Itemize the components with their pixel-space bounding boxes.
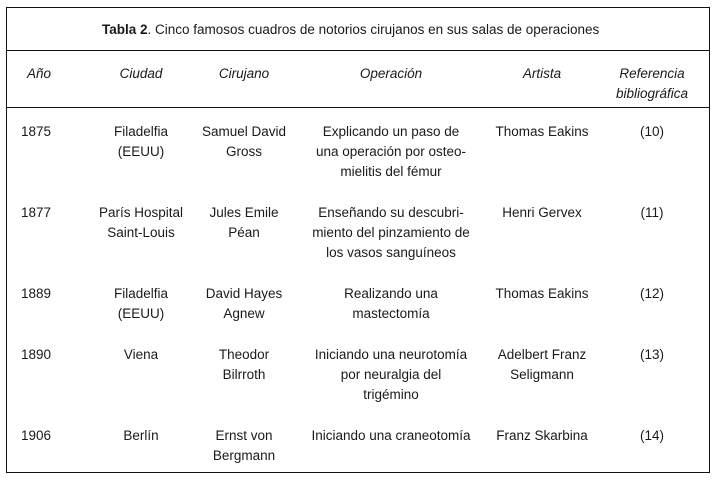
- header-city: Ciudad: [119, 66, 163, 81]
- header-year: Año: [27, 66, 52, 81]
- caption-label: Tabla 2: [102, 22, 148, 37]
- cell-operation: Enseñando su descubri- miento del pinzamiento de los vasos sanguíneos: [312, 205, 470, 260]
- cell-year: 1889: [21, 286, 52, 301]
- cell-surgeon: Ernst von Bergmann: [212, 428, 276, 463]
- table-frame: [6, 7, 710, 473]
- cell-artist: Thomas Eakins: [495, 124, 589, 139]
- cell-operation: Explicando un paso de una operación por osteo- mielitis del fémur: [315, 124, 467, 179]
- cell-reference: (11): [640, 205, 664, 220]
- table-caption: [7, 8, 709, 51]
- cell-city: Berlín: [123, 428, 159, 443]
- cell-year: 1890: [21, 347, 52, 362]
- cell-artist: Adelbert Franz Seligmann: [497, 347, 587, 382]
- cell-artist: Franz Skarbina: [496, 428, 588, 443]
- cell-operation: Iniciando una neurotomía por neuralgia del trigémino: [314, 347, 468, 402]
- cell-reference: (13): [639, 347, 664, 362]
- cell-city: Viena: [123, 347, 159, 362]
- header-surgeon: Cirujano: [218, 66, 270, 81]
- cell-surgeon: Samuel David Gross: [201, 124, 287, 159]
- cell-city: París Hospital Saint-Louis: [98, 205, 184, 240]
- cell-reference: (14): [639, 428, 664, 443]
- cell-city: Filadelfia (EEUU): [113, 124, 169, 159]
- cell-operation: Iniciando una craneotomía: [311, 428, 471, 443]
- cell-artist: Thomas Eakins: [495, 286, 589, 301]
- caption-text: . Cinco famosos cuadros de notorios cirujanos en sus salas de operaciones: [147, 22, 600, 37]
- cell-artist: Henri Gervex: [502, 205, 582, 220]
- header-reference: Referencia bibliográfica: [615, 66, 689, 101]
- cell-surgeon: David Hayes Agnew: [205, 286, 283, 321]
- cell-reference: (12): [639, 286, 664, 301]
- cell-operation: Realizando una mastectomía: [344, 286, 438, 321]
- header-artist: Artista: [522, 66, 562, 81]
- cell-year: 1875: [21, 124, 52, 139]
- cell-year: 1906: [21, 428, 52, 443]
- cell-surgeon: Theodor Bilrroth: [218, 347, 270, 382]
- table-header-row: [7, 51, 709, 108]
- cell-year: 1877: [21, 205, 52, 220]
- cell-city: Filadelfia (EEUU): [113, 286, 169, 321]
- header-operation: Operación: [359, 66, 423, 81]
- cell-reference: (10): [639, 124, 664, 139]
- cell-surgeon: Jules Emile Péan: [209, 205, 279, 240]
